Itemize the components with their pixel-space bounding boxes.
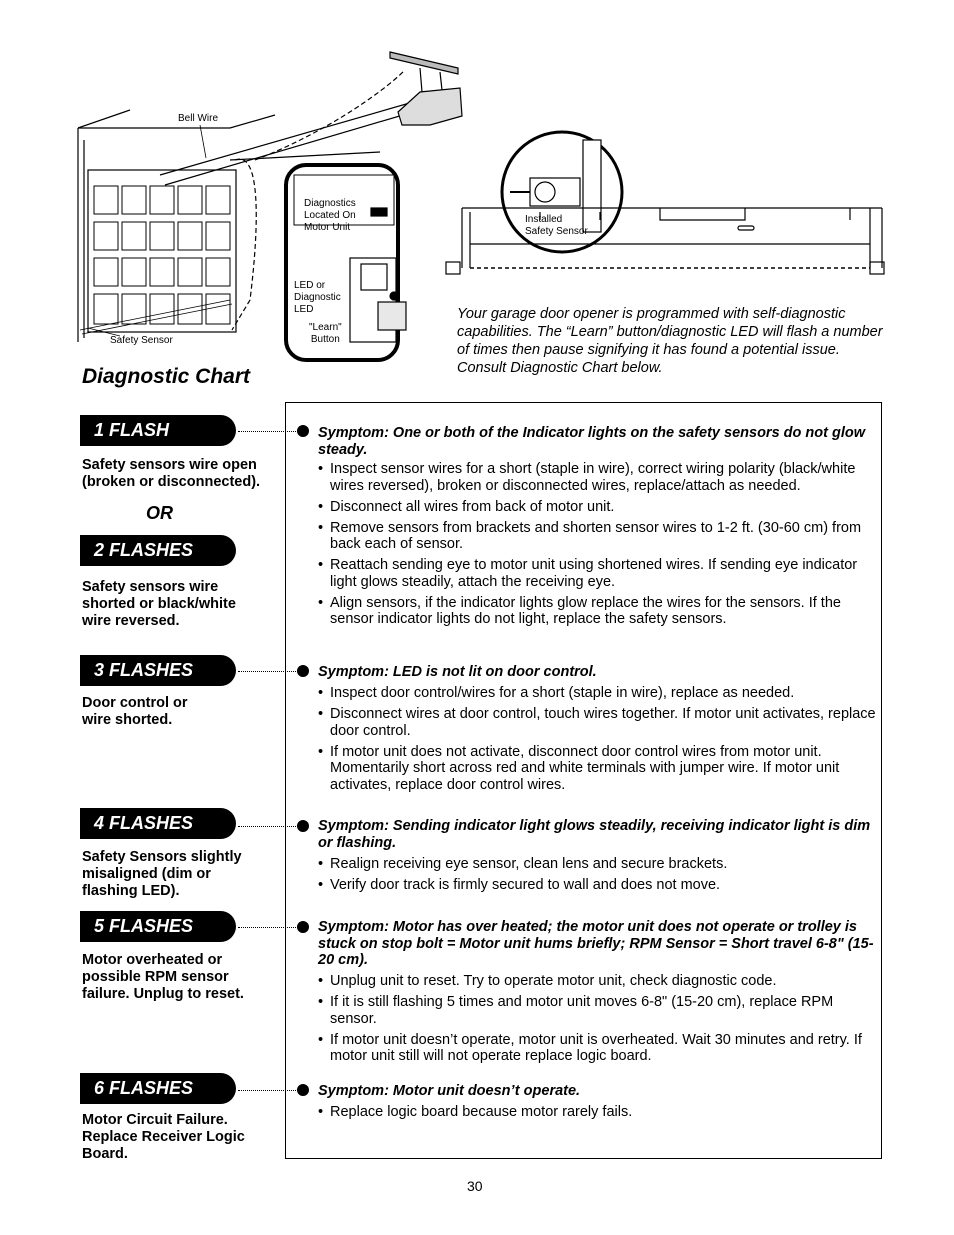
safety-sensor-label: Safety Sensor xyxy=(110,335,173,346)
flash-tab-2: 2 FLASHES xyxy=(80,535,236,566)
symptom-2-heading: Symptom: LED is not lit on door control. xyxy=(318,664,597,680)
symptom-1-heading: Symptom: One or both of the Indicator lights on the safety sensors do not glow steady. xyxy=(318,425,865,458)
list-item: • Disconnect all wires from back of motor unit. xyxy=(318,499,878,516)
bell-wire-label: Bell Wire xyxy=(178,113,219,124)
list-item: • Replace logic board because motor rarely fails. xyxy=(318,1104,878,1121)
flash-tab-1: 1 FLASH xyxy=(80,415,236,446)
symptom-3-list xyxy=(318,856,878,898)
list-item: • Verify door track is firmly secured to wall and does not move. xyxy=(318,877,878,894)
page-title: Diagnostic Chart xyxy=(82,365,251,388)
flash-desc-3: Door control or wire shorted. xyxy=(82,695,188,728)
page-number: 30 xyxy=(467,1178,483,1194)
or-label: OR xyxy=(146,503,173,523)
symptom-5-list xyxy=(318,1104,878,1125)
flash-tab-3: 3 FLASHES xyxy=(80,655,236,686)
list-item: • Reattach sending eye to motor unit using shortened wires. If sending eye indicator light glows steadily, attach the receiving eye. xyxy=(318,557,878,590)
symptom-5-heading: Symptom: Motor unit doesn’t operate. xyxy=(318,1083,581,1099)
list-item: • Align sensors, if the indicator lights glow replace the wires for the sensors. If the sensor indicator lights do not light, replace the safety sensors. xyxy=(318,595,878,628)
list-item: • Inspect door control/wires for a short (staple in wire), replace as needed. xyxy=(318,685,878,702)
symptom-4-heading: Symptom: Motor has over heated; the motor unit does not operate or trolley is stuck on stop bolt = Motor unit hums briefly; RPM Sensor = Short travel 6-8" (15-20 cm). xyxy=(318,919,874,968)
list-item: • Disconnect wires at door control, touch wires together. If motor unit activates, replace door control. xyxy=(318,706,878,739)
flash-tab-6: 6 FLASHES xyxy=(80,1073,236,1104)
symptom-2-list xyxy=(318,685,878,798)
intro-paragraph: Your garage door opener is programmed with self-diagnostic capabilities. The “Learn” button/diagnostic LED will flash a number of times then pause signifying it has found a potential issue. Consult Diagnostic Chart below. xyxy=(457,306,883,376)
flash-tab-5: 5 FLASHES xyxy=(80,911,236,942)
flash-desc-6: Motor Circuit Failure. Replace Receiver Logic Board. xyxy=(82,1112,245,1162)
symptom-1-list xyxy=(318,461,878,632)
list-item: • If motor unit does not activate, disconnect door control wires from motor unit. Momentarily short across red and white terminals with jumper wire. If motor unit activates, replace door control wires. xyxy=(318,744,878,794)
flash-desc-2: Safety sensors wire shorted or black/white wire reversed. xyxy=(82,579,236,629)
symptom-3-heading: Symptom: Sending indicator light glows steadily, receiving indicator light is dim or flashing. xyxy=(318,818,871,851)
flash-desc-5: Motor overheated or possible RPM sensor failure. Unplug to reset. xyxy=(82,952,244,1002)
list-item: • Realign receiving eye sensor, clean lens and secure brackets. xyxy=(318,856,878,873)
flash-desc-1: Safety sensors wire open (broken or disconnected). xyxy=(82,457,261,490)
symptom-4-list xyxy=(318,973,878,1069)
list-item: • Remove sensors from brackets and shorten sensor wires to 1-2 ft. (30-60 cm) from back each of sensor. xyxy=(318,520,878,553)
diagnostics-label: Diagnostics Located On Motor Unit xyxy=(304,198,356,233)
list-item: • Unplug unit to reset. Try to operate motor unit, check diagnostic code. xyxy=(318,973,878,990)
flash-desc-4: Safety Sensors slightly misaligned (dim or flashing LED). xyxy=(82,849,242,899)
list-item: • If motor unit doesn’t operate, motor unit is overheated. Wait 30 minutes and retry. If motor unit still will not operate replace logic board. xyxy=(318,1032,878,1065)
list-item: • If it is still flashing 5 times and motor unit moves 6-8" (15-20 cm), replace RPM sensor. xyxy=(318,994,878,1027)
flash-tab-4: 4 FLASHES xyxy=(80,808,236,839)
list-item: • Inspect sensor wires for a short (staple in wire), correct wiring polarity (black/white wires reversed), broken or disconnected wires, replace/attach as needed. xyxy=(318,461,878,494)
installed-sensor-label: Installed Safety Sensor xyxy=(525,214,588,237)
led-label: LED or Diagnostic LED xyxy=(294,280,341,315)
learn-button-label: "Learn" Button xyxy=(309,322,342,345)
